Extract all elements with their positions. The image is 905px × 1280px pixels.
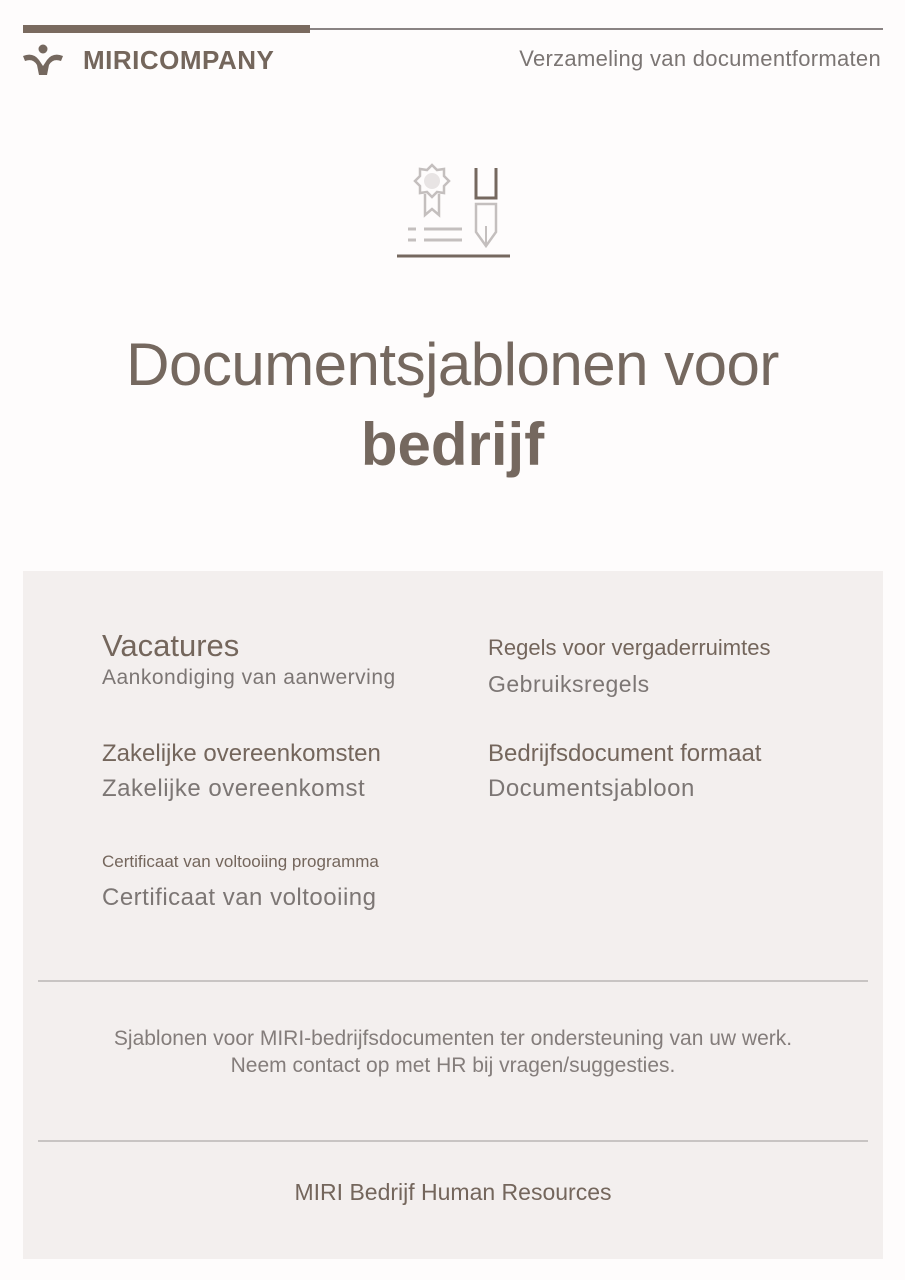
divider [38,1140,868,1142]
person-arms-up-icon [23,44,63,76]
template-heading: Certificaat van voltooiing programma [102,852,379,871]
info-note-line1: Sjablonen voor MIRI-bedrijfsdocumenten ter ondersteuning van uw werk. [113,1027,793,1050]
template-label[interactable]: Documentsjabloon [488,775,695,802]
templates-panel [23,571,883,1259]
template-label[interactable]: Aankondiging van aanwerving [102,666,396,689]
info-note [23,1025,883,1079]
template-heading: Vacatures [102,628,240,663]
template-label[interactable]: Zakelijke overeenkomst [102,775,366,802]
header-rule [310,28,883,30]
divider [38,980,868,982]
header-subtitle: Verzameling van documentformaten [519,46,881,71]
info-note-line2: Neem contact op met HR bij vragen/suggesties. [230,1054,676,1077]
page-title-line2: bedrijf [360,411,545,478]
template-label[interactable]: Certificaat van voltooiing [102,884,377,911]
brand-name: MIRICOMPANY [83,44,275,75]
template-item-certificaat[interactable] [102,852,379,912]
template-item-overeenkomsten[interactable] [102,740,381,803]
template-item-bedrijfsdocument[interactable] [488,740,761,803]
template-item-vacatures[interactable] [102,628,396,690]
template-label[interactable]: Gebruiksregels [488,671,650,697]
certificate-and-pen-icon [394,160,514,260]
template-heading: Regels voor vergaderruimtes [488,635,771,660]
page-title-line1: Documentsjablonen voor [126,331,779,398]
template-item-vergaderruimtes[interactable] [488,635,770,698]
brand [23,44,274,76]
footer-department: MIRI Bedrijf Human Resources [294,1179,612,1205]
header-accent-bar [23,25,310,33]
template-heading: Zakelijke overeenkomsten [102,740,381,767]
template-heading: Bedrijfsdocument formaat [488,740,762,767]
